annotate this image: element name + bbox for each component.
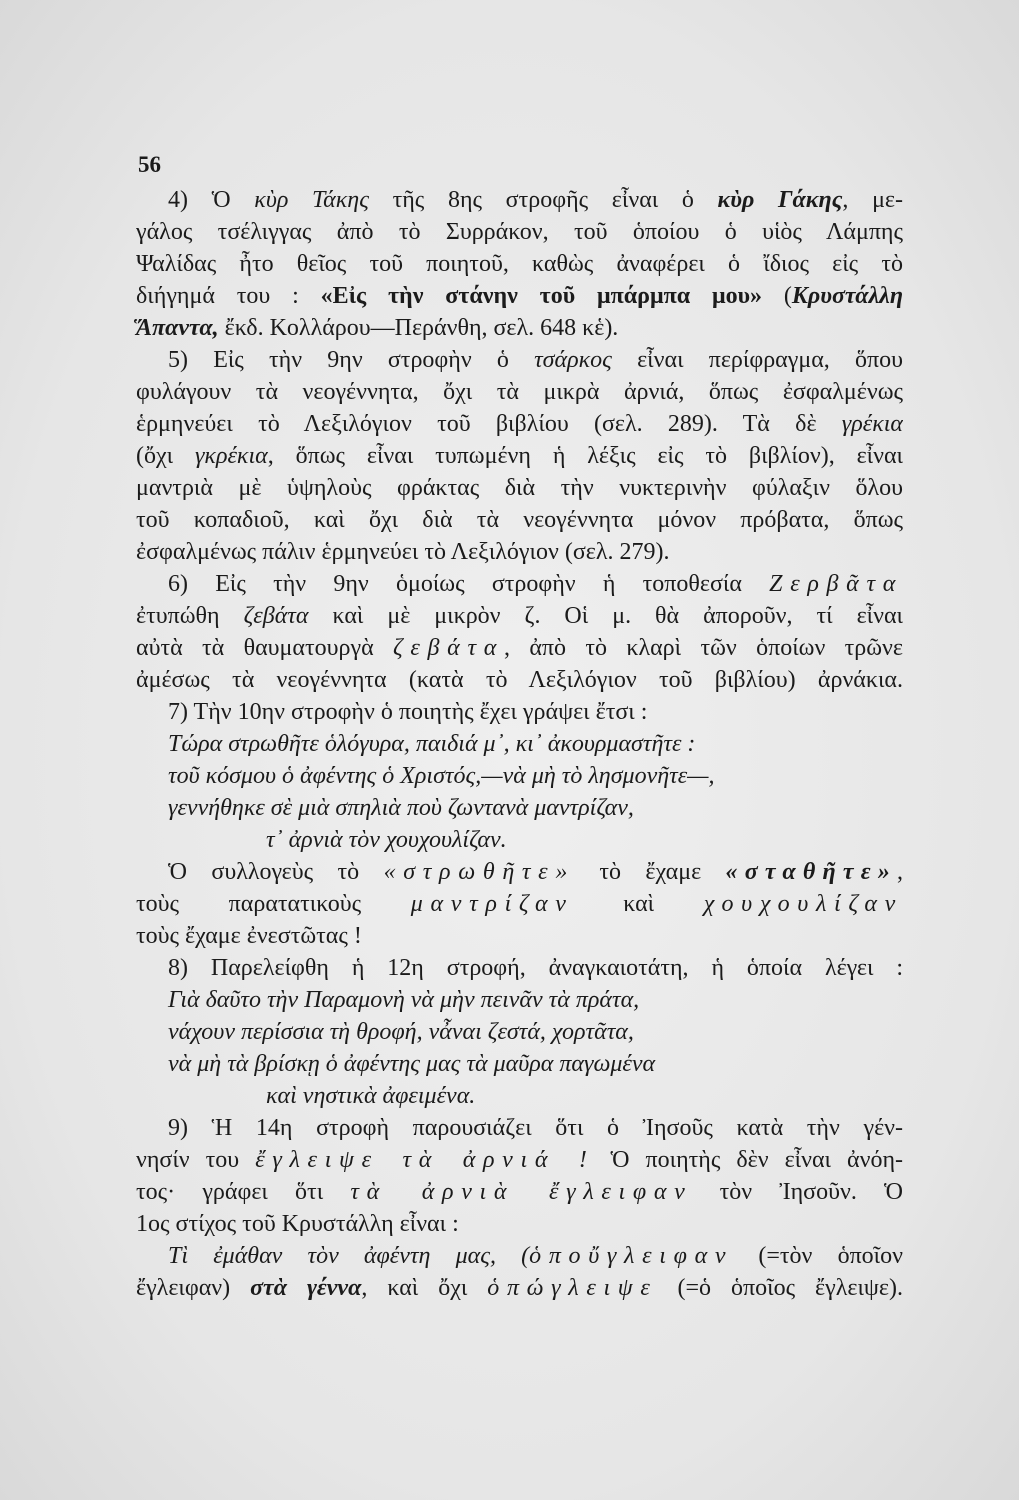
text-segment: τοῦ κοπαδιοῦ, καὶ ὄχι διὰ τὰ νεογέννητα μόνον πρόβατα, ὅπως bbox=[136, 507, 903, 533]
text-segment: στὰ γέννα bbox=[250, 1275, 362, 1301]
text-line bbox=[136, 184, 903, 216]
text-segment: ἀμέσως τὰ νεογέννητα (κατὰ τὸ Λεξιλόγιον τοῦ βιβλίου) ἀρνάκια. bbox=[136, 667, 903, 693]
text-line bbox=[136, 888, 903, 920]
text-segment: τοὺς ἔχαμε ἐνεστῶτας ! bbox=[136, 923, 362, 949]
text-line bbox=[136, 920, 903, 952]
text-segment: Ὁ ποιητὴς δὲν εἶναι ἀνόη- bbox=[594, 1147, 903, 1173]
text-segment: μαντριὰ μὲ ὑψηλοὺς φράκτας διὰ τὴν νυκτερινὴν φύλαξιν ὅλου bbox=[136, 475, 903, 501]
text-line bbox=[136, 1176, 903, 1208]
text-segment: γάλος τσέλιγγας ἀπὸ τὸ Συρράκον, τοῦ ὁποίου ὁ υἱὸς Λάμπης bbox=[136, 219, 903, 245]
text-segment: τσάρκος bbox=[534, 347, 612, 373]
text-line bbox=[136, 1144, 903, 1176]
text-line bbox=[136, 952, 903, 984]
text-segment: Γιὰ δαῦτο τὴν Παραμονὴ νὰ μὴν πεινᾶν τὰ πράτα, bbox=[168, 987, 640, 1013]
text-segment: καὶ νηστικὰ ἀφειμένα. bbox=[266, 1083, 476, 1109]
text-segment: ἔκδ. Κολλάρου—Περάνθη, σελ. 648 κἑ). bbox=[218, 315, 619, 341]
text-line bbox=[136, 344, 903, 376]
text-segment: διήγημά του : bbox=[136, 283, 321, 309]
text-segment: 1ος στίχος τοῦ Κρυστάλλη εἶναι : bbox=[136, 1211, 459, 1237]
text-segment: ἑρμηνεύει τὸ Λεξιλόγιον τοῦ βιβλίου (σελ. 289). Τὰ δὲ bbox=[136, 411, 842, 437]
text-line bbox=[136, 600, 903, 632]
text-line bbox=[136, 1208, 903, 1240]
text-line bbox=[136, 792, 903, 824]
text-segment: , bbox=[897, 859, 903, 885]
text-line bbox=[136, 312, 903, 344]
text-segment: «σταθῆτε» bbox=[725, 859, 897, 885]
text-line bbox=[136, 248, 903, 280]
text-segment: νάχουν περίσσια τὴ θροφή, νἆναι ζεστά, χορτᾶτα, bbox=[168, 1019, 634, 1045]
text-line bbox=[136, 1272, 903, 1304]
text-segment: 8) Παρελείφθη ἡ 12η στροφή, ἀναγκαιοτάτη, ἡ ὁποία λέγει : bbox=[168, 955, 903, 981]
text-segment: «Εἰς τὴν στάνην τοῦ μπάρμπα μου» bbox=[320, 283, 763, 309]
text-segment: ἐσφαλμένως πάλιν ἑρμηνεύει τὸ Λεξιλόγιον (σελ. 279). bbox=[136, 539, 670, 565]
text-segment: (=ὁ ὁποῖος ἔγλειψε). bbox=[657, 1275, 903, 1301]
text-line bbox=[136, 856, 903, 888]
text-segment: χουχουλίζαν bbox=[703, 891, 903, 917]
body-text bbox=[136, 184, 903, 1304]
text-line bbox=[136, 376, 903, 408]
text-segment: Ἅπαντα, bbox=[136, 315, 219, 341]
text-line bbox=[136, 472, 903, 504]
text-segment: τοὺς παρατατικοὺς bbox=[136, 891, 411, 917]
text-segment: 4) Ὁ bbox=[168, 187, 255, 213]
text-segment: καὶ μὲ μικρὸν ζ. Οἱ μ. θὰ ἀποροῦν, τί εἶναι bbox=[308, 603, 903, 629]
text-segment: φυλάγουν τὰ νεογέννητα, ὄχι τὰ μικρὰ ἀρνιά, ὅπως ἐσφαλμένως bbox=[136, 379, 903, 405]
text-segment: τ᾽ ἀρνιὰ τὸν χουχουλίζαν. bbox=[266, 827, 507, 853]
text-segment: , ἀπὸ τὸ κλαρὶ τῶν ὁποίων τρῶνε bbox=[504, 635, 903, 661]
text-line bbox=[136, 632, 903, 664]
text-segment: Κρυστάλλη bbox=[791, 283, 903, 309]
text-segment: Τὶ ἐμάθαν τὸν ἀφέντη μας, ( bbox=[168, 1243, 530, 1269]
text-segment: τὸ ἔχαμε bbox=[575, 859, 726, 885]
text-line bbox=[136, 664, 903, 696]
text-segment: τῆς 8ης στροφῆς εἶναι ὁ bbox=[368, 187, 718, 213]
text-segment: ζεβάτα bbox=[243, 603, 309, 629]
text-segment: αὐτὰ τὰ θαυματουργὰ bbox=[136, 635, 393, 661]
text-line bbox=[136, 408, 903, 440]
text-segment: ἔγλειψε τὰ ἀρνιά ! bbox=[255, 1147, 595, 1173]
text-segment: ζεβάτα bbox=[393, 635, 504, 661]
text-line bbox=[136, 1016, 903, 1048]
text-segment: «στρωθῆτε» bbox=[383, 859, 575, 885]
text-segment: 5) Εἰς τὴν 9ην στροφὴν ὁ bbox=[168, 347, 535, 373]
text-line bbox=[136, 984, 903, 1016]
text-segment: Ζερβᾶτα bbox=[769, 571, 903, 597]
text-segment: γκρέκια bbox=[194, 443, 268, 469]
text-segment: ( bbox=[762, 283, 792, 309]
text-line bbox=[136, 1080, 903, 1112]
text-segment: μαντρίζαν bbox=[410, 891, 574, 917]
text-segment: , με- bbox=[842, 187, 903, 213]
text-line bbox=[136, 536, 903, 568]
text-line bbox=[136, 728, 903, 760]
text-segment: (=τὸν ὁποῖον bbox=[733, 1243, 903, 1269]
text-segment: Τώρα στρωθῆτε ὁλόγυρα, παιδιά μ᾽, κι᾽ ἀκουρμαστῆτε : bbox=[168, 731, 696, 757]
text-segment: νησίν του bbox=[136, 1147, 256, 1173]
text-segment: , καὶ ὄχι bbox=[361, 1275, 488, 1301]
text-segment: Ψαλίδας ἦτο θεῖος τοῦ ποιητοῦ, καθὼς ἀναφέρει ὁ ἴδιος εἰς τὸ bbox=[136, 251, 903, 277]
text-segment: γρέκια bbox=[841, 411, 903, 437]
text-segment: γεννήθηκε σὲ μιὰ σπηλιὰ ποὺ ζωντανὰ μαντρίζαν, bbox=[168, 795, 634, 821]
text-line bbox=[136, 824, 903, 856]
text-line bbox=[136, 1240, 903, 1272]
text-segment: τοῦ κόσμου ὁ ἀφέντης ὁ Χριστός,—νὰ μὴ τὸ λησμονῆτε—, bbox=[168, 763, 715, 789]
page-number: 56 bbox=[138, 152, 161, 177]
text-segment: (ὄχι bbox=[136, 443, 195, 469]
text-line bbox=[136, 696, 903, 728]
text-segment: 7) Τὴν 10ην στροφὴν ὁ ποιητὴς ἔχει γράψει ἔτσι : bbox=[168, 699, 648, 725]
text-segment: τος· γράφει ὅτι bbox=[136, 1179, 351, 1205]
text-segment: Ὁ συλλογεὺς τὸ bbox=[168, 859, 384, 885]
text-segment: ὁπώγλειψε bbox=[487, 1275, 658, 1301]
text-segment: τὰ ἀρνιὰ ἔγλειφαν bbox=[350, 1179, 693, 1205]
text-segment: καὶ bbox=[573, 891, 704, 917]
text-segment: 6) Εἰς τὴν 9ην ὁμοίως στροφὴν ἡ τοποθεσία bbox=[168, 571, 770, 597]
text-segment: , ὅπως εἶναι τυπωμένη ἡ λέξις εἰς τὸ βιβλίον), εἶναι bbox=[267, 443, 903, 469]
text-line bbox=[136, 568, 903, 600]
text-line bbox=[136, 280, 903, 312]
text-segment: τὸν Ἰησοῦν. Ὁ bbox=[692, 1179, 903, 1205]
text-line bbox=[136, 1048, 903, 1080]
text-line bbox=[136, 440, 903, 472]
text-segment: ὁποὔγλειφαν bbox=[529, 1243, 734, 1269]
text-segment: εἶναι περίφραγμα, ὅπου bbox=[611, 347, 903, 373]
text-line bbox=[136, 216, 903, 248]
text-segment: 9) Ἡ 14η στροφὴ παρουσιάζει ὅτι ὁ Ἰησοῦς κατὰ τὴν γέν- bbox=[168, 1115, 903, 1141]
text-segment: νὰ μὴ τὰ βρίσκῃ ὁ ἀφέντης μας τὰ μαῦρα παγωμένα bbox=[168, 1051, 656, 1077]
text-line bbox=[136, 504, 903, 536]
text-segment: κὺρ Τάκης bbox=[254, 187, 369, 213]
text-segment: κὺρ Γάκης bbox=[717, 187, 843, 213]
text-segment: ἐτυπώθη bbox=[136, 603, 244, 629]
text-line bbox=[136, 1112, 903, 1144]
text-line bbox=[136, 760, 903, 792]
text-segment: ἔγλειφαν) bbox=[136, 1275, 251, 1301]
